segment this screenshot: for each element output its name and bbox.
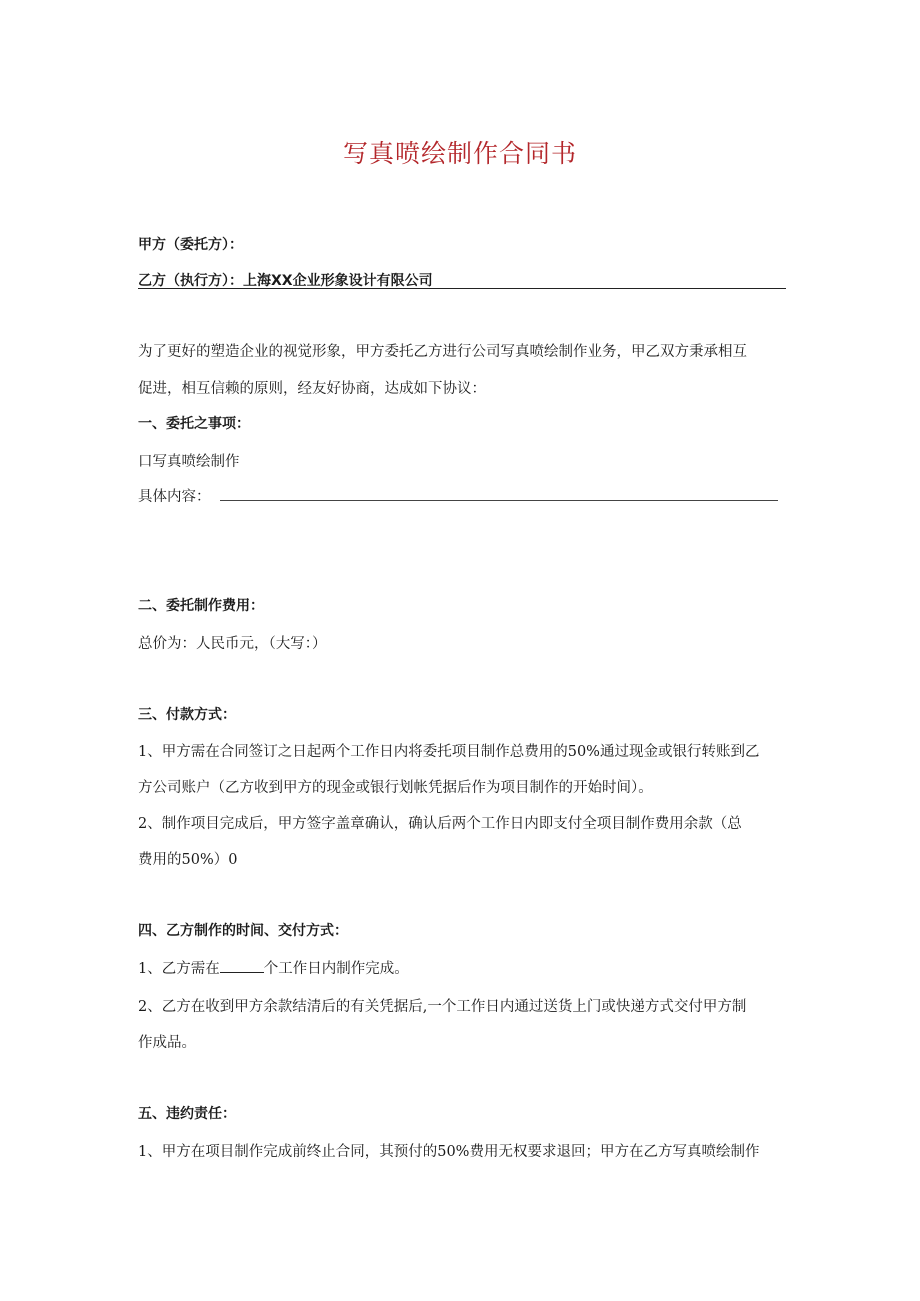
section-1-item: 口写真喷绘制作: [138, 454, 240, 470]
section-5-p1-line-1: 1、甲方在项目制作完成前终止合同，其预付的50%费用无权要求退回；甲方在乙方写真喷绘制作: [138, 1144, 760, 1160]
section-2-heading: 二、委托制作费用：: [138, 598, 264, 614]
section-1-content-label: 具体内容：: [138, 489, 211, 505]
section-4-p1: [138, 957, 409, 978]
section-4-p2-line-1: 2、乙方在收到甲方余款结清后的有关凭据后,一个工作日内通过送货上门或快递方式交付甲方制: [138, 999, 747, 1015]
section-4-heading: 四、乙方制作的时间、交付方式：: [138, 923, 348, 939]
days-blank: [220, 958, 264, 973]
section-3-p2-line-2: 费用的50%）0: [138, 852, 238, 868]
section-4-p1-pre: 1、乙方需在: [138, 961, 220, 977]
header-divider: [138, 288, 786, 289]
party-b-label: 乙方（执行方）：上海XX企业形象设计有限公司: [138, 273, 433, 289]
section-1-heading: 一、委托之事项：: [138, 416, 250, 432]
intro-line-2: 促进，相互信赖的原则，经友好协商，达成如下协议：: [138, 381, 486, 397]
section-3-p1-line-1: 1、甲方需在合同签订之日起两个工作日内将委托项目制作总费用的50%通过现金或银行转账到乙: [138, 744, 760, 760]
document-title: 写真喷绘制作合同书: [342, 139, 577, 168]
section-4-p2-line-2: 作成品。: [138, 1035, 196, 1051]
section-3-heading: 三、付款方式：: [138, 707, 236, 723]
section-4-p1-post: 个工作日内制作完成。: [263, 961, 409, 977]
section-5-heading: 五、违约责任：: [138, 1106, 236, 1122]
section-3-p2-line-1: 2、制作项目完成后，甲方签字盖章确认，确认后两个工作日内即支付全项目制作费用余款（总: [138, 816, 742, 832]
content-blank-line: [220, 500, 778, 501]
party-a-label: 甲方（委托方）：: [138, 237, 243, 253]
section-3-p1-line-2: 方公司账户（乙方收到甲方的现金或银行划帐凭据后作为项目制作的开始时间）。: [138, 780, 653, 796]
section-2-price: 总价为：人民币元，（大写：）: [138, 636, 327, 652]
intro-line-1: 为了更好的塑造企业的视觉形象，甲方委托乙方进行公司写真喷绘制作业务，甲乙双方秉承相互: [138, 344, 747, 360]
